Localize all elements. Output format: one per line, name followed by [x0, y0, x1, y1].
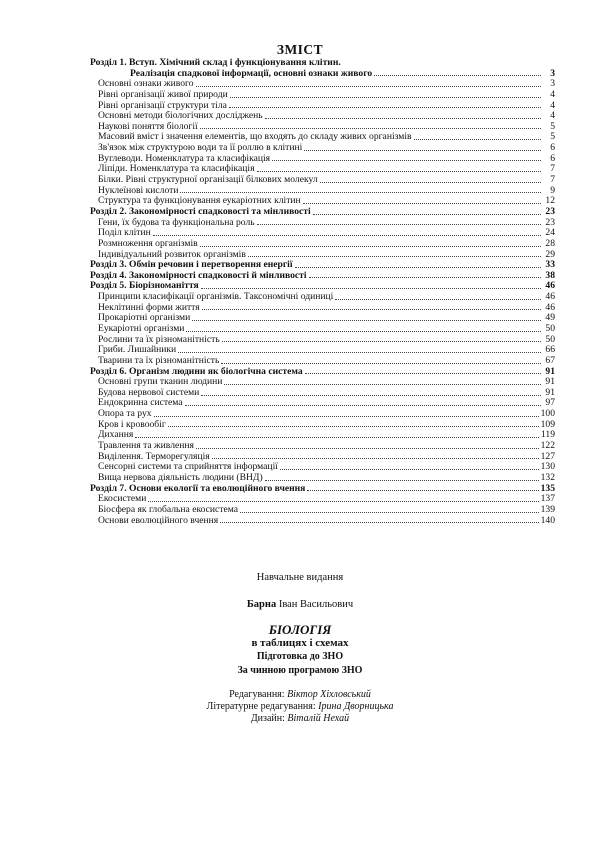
toc-entry-label: Поділ клітин: [98, 228, 151, 239]
toc-entry: [90, 164, 555, 175]
toc-entry: [90, 345, 555, 356]
toc-entry: [90, 388, 555, 399]
toc-page-number: 49: [545, 312, 555, 324]
toc-entry-label: Еукаріотні організми: [98, 324, 185, 334]
toc-page-number: 66: [545, 344, 555, 356]
toc-entry: [90, 154, 555, 165]
toc-page-number: 91: [545, 386, 555, 398]
toc-entry: [90, 228, 555, 239]
toc-page-number: 3: [550, 78, 555, 90]
toc-page-number: 130: [540, 461, 555, 473]
toc-page-number: 135: [540, 482, 555, 494]
toc-entry-label: Розмноження організмів: [98, 238, 198, 249]
toc-section-heading: [90, 367, 555, 378]
toc-entry: [90, 122, 555, 133]
toc-entry: [90, 430, 555, 441]
toc-leader-dots: [320, 182, 541, 183]
toc-entry-label: Зв'язок між структурою води та її роллю в клітині: [98, 143, 303, 154]
toc-leader-dots: [153, 235, 541, 236]
toc-section-heading: [90, 260, 555, 271]
toc-leader-dots: [229, 107, 541, 108]
toc-leader-dots: [221, 363, 541, 364]
toc-entry-label: Ліпіди. Номенклатура та класифікація: [98, 164, 255, 175]
toc-entry-label: Нуклеїнові кислоти: [98, 185, 179, 196]
toc-entry-label: Розділ 1. Вступ. Хімічний склад і функціонування клітин.: [90, 57, 341, 68]
toc-page-number: 91: [545, 376, 555, 388]
credit-role: Дизайн:: [250, 713, 288, 724]
toc-entry: [90, 111, 555, 122]
toc-entry: [90, 196, 555, 207]
toc-entry: [90, 409, 555, 420]
toc-page-number: 46: [545, 301, 555, 313]
toc-entry-label: Розділ 2. Закономірності спадковості та мінливості: [90, 206, 311, 217]
toc-section-heading: [90, 281, 555, 292]
credit-design: [0, 713, 600, 724]
toc-leader-dots: [248, 256, 541, 257]
toc-entry: [90, 335, 555, 346]
toc-leader-dots: [212, 458, 539, 459]
toc-page-number: 9: [550, 184, 555, 196]
toc-leader-dots: [196, 448, 539, 449]
toc-page-number: 46: [545, 291, 555, 303]
toc-entry-label: Наукові поняття біології: [98, 121, 198, 132]
edition-type: Навчальне видання: [256, 572, 344, 583]
toc-entry: [90, 79, 555, 90]
toc-leader-dots: [148, 501, 538, 502]
toc-entry: [90, 175, 555, 186]
toc-leader-dots: [309, 277, 541, 278]
toc-page-number: 38: [545, 269, 555, 281]
toc-page-number: 12: [545, 195, 555, 207]
toc-page-number: 28: [545, 237, 555, 249]
toc-page-number: 24: [545, 227, 555, 239]
toc-section-heading: [90, 58, 555, 69]
toc-page-number: 100: [540, 408, 555, 420]
toc-page-number: 33: [545, 259, 555, 271]
toc-leader-dots: [201, 288, 541, 289]
toc-entry: [90, 324, 555, 335]
toc-page-number: 127: [540, 450, 555, 462]
toc-leader-dots: [222, 341, 541, 342]
toc-leader-dots: [220, 522, 538, 523]
toc-entry-label: Розділ 4. Закономірності спадковості й мінливості: [90, 270, 307, 281]
toc-page-number: 50: [545, 323, 555, 334]
toc-leader-dots: [303, 203, 541, 204]
toc-entry: [90, 356, 555, 367]
toc-page-number: 4: [550, 110, 555, 122]
toc-section-heading: [90, 207, 555, 218]
toc-entry-label: Рослини та їх різноманітність: [98, 334, 220, 345]
toc-leader-dots: [374, 75, 541, 76]
toc-title: ЗМІСТ: [276, 42, 324, 57]
toc-entry-label: Основні методи біологічних досліджень: [98, 111, 263, 122]
toc-leader-dots: [335, 299, 541, 300]
toc-leader-dots: [178, 352, 541, 353]
toc-leader-dots: [185, 405, 541, 406]
toc-entry: [90, 377, 555, 388]
toc-leader-dots: [230, 97, 541, 98]
toc-leader-dots: [265, 480, 539, 481]
toc-leader-dots: [196, 86, 541, 87]
toc-leader-dots: [313, 214, 541, 215]
toc-leader-dots: [192, 320, 541, 321]
toc-entry-label: Біосфера як глобальна екосистема: [98, 504, 239, 515]
toc-entry-label: Основні групи тканин людини: [98, 377, 223, 388]
toc-leader-dots: [295, 267, 541, 268]
toc-page-number: 29: [545, 248, 555, 260]
toc-leader-dots: [257, 224, 541, 225]
toc-entry-label: Основні ознаки живого: [98, 79, 194, 90]
toc-entry-label: Кров і кровообіг: [98, 419, 166, 430]
toc-entry: [90, 452, 555, 463]
toc-section-heading: [90, 69, 555, 80]
toc-entry-label: Розділ 3. Обмін речовин і перетворення енергії: [90, 260, 293, 271]
toc-leader-dots: [307, 490, 538, 491]
toc-entry: [90, 313, 555, 324]
toc-entry: [90, 239, 555, 250]
toc-entry-label: Тварини та їх різноманітність: [98, 355, 220, 366]
author-surname: Барна: [246, 599, 277, 610]
toc-entry-label: Розділ 7. Основи екології та еволюційного вчення: [90, 483, 306, 494]
toc-entry-label: Дихання: [98, 430, 134, 441]
toc-entry: [90, 494, 555, 505]
toc-leader-dots: [180, 192, 541, 193]
toc-entry: [90, 399, 555, 410]
toc-entry: [90, 292, 555, 303]
toc-leader-dots: [200, 128, 541, 129]
toc-page-number: 4: [550, 99, 555, 111]
toc-entry-label: Структура та функціонування еукаріотних клітин: [98, 196, 301, 207]
credit-name: Віталій Нехай: [287, 713, 350, 724]
book-title: БІОЛОГІЯ: [268, 622, 332, 637]
toc-entry: [90, 473, 555, 484]
toc-entry-label: Екосистеми: [98, 494, 147, 505]
toc-entry-label: Білки. Рівні структурної організації білкових молекул: [98, 175, 318, 186]
toc-page-number: 23: [545, 205, 555, 217]
toc-entry-label: Прокаріотні організми: [98, 313, 191, 324]
toc-page-number: 137: [540, 493, 555, 505]
toc-leader-dots: [304, 150, 541, 151]
toc-leader-dots: [224, 384, 541, 385]
author-names: Іван Васильович: [276, 599, 354, 610]
toc-entry-label: Принципи класифікації організмів. Таксономічні одиниці: [98, 292, 334, 303]
toc-entry: [90, 250, 555, 261]
credit-name: Ірина Дворницька: [318, 701, 394, 712]
toc-section-heading: [90, 484, 555, 495]
credit-role: Літературне редагування:: [206, 701, 319, 712]
toc-entry-label: Гриби. Лишайники: [98, 345, 177, 356]
toc-entry-label: Ендокринна система: [98, 398, 183, 409]
credit-name: Віктор Хіхловський: [287, 689, 371, 700]
toc-page-number: 46: [545, 280, 555, 292]
toc-entry: [90, 441, 555, 452]
toc-page-number: 67: [545, 354, 555, 366]
toc-page-number: 91: [545, 365, 555, 377]
toc-page-number: 132: [540, 471, 555, 483]
toc-entry-label: Опора та рух: [98, 409, 152, 420]
toc-page-number: 23: [545, 216, 555, 228]
toc-page-number: 3: [550, 67, 555, 79]
toc-leader-dots: [265, 118, 541, 119]
toc-entry: [90, 101, 555, 112]
toc-entry-label: Гени, їх будова та функціональна роль: [98, 217, 255, 228]
book-subtitle-3: За чинною програмою ЗНО: [237, 665, 363, 676]
toc-page-number: 6: [550, 142, 555, 154]
toc-page-number: 6: [550, 152, 555, 164]
toc-leader-dots: [154, 416, 539, 417]
toc-leader-dots: [135, 437, 539, 438]
toc-leader-dots: [272, 160, 541, 161]
toc-entry-label: Основи еволюційного вчення: [98, 515, 219, 526]
toc-leader-dots: [201, 395, 541, 396]
toc-entry-label: Неклітинні форми життя: [98, 302, 200, 313]
toc-page-number: 139: [540, 503, 555, 515]
toc-leader-dots: [200, 246, 541, 247]
toc-entry: [90, 186, 555, 197]
toc-entry-label: Рівні організації живої природи: [98, 89, 228, 100]
toc-entry-label: Травлення та живлення: [98, 441, 194, 452]
toc-entry-label: Розділ 5. Біорізноманіття: [90, 281, 199, 292]
credit-editor: [0, 689, 600, 700]
toc-entry: [90, 303, 555, 314]
toc-entry-label: Розділ 6. Організм людини як біологічна система: [90, 366, 303, 377]
toc-entry-label: Будова нервової системи: [98, 387, 200, 398]
toc-page-number: 97: [545, 397, 555, 409]
toc-page-number: 5: [550, 131, 555, 143]
toc-page-number: 50: [545, 333, 555, 345]
toc-entry: [90, 505, 555, 516]
toc-page-number: 7: [550, 163, 555, 175]
toc-page-number: 119: [540, 429, 555, 441]
toc-leader-dots: [305, 373, 541, 374]
toc-leader-dots: [240, 512, 539, 513]
toc-entry-label: Вуглеводи. Номенклатура та класифікація: [98, 153, 271, 164]
toc-leader-dots: [202, 309, 541, 310]
toc-entry-label: Сенсорні системи та сприйняття інформації: [98, 462, 278, 473]
toc-leader-dots: [186, 331, 541, 332]
toc-entry: [90, 516, 555, 527]
toc-entry-label: Вища нервова діяльність людини (ВНД): [98, 472, 263, 483]
author-line: [0, 599, 600, 610]
toc-entry: [90, 132, 555, 143]
toc-page-number: 109: [540, 418, 555, 430]
toc-entry-label: Реалізація спадкової інформації, основні ознаки живого: [130, 68, 373, 79]
toc-leader-dots: [257, 171, 542, 172]
toc-entry-label: Рівні організації структури тіла: [98, 100, 227, 111]
toc-section-heading: [90, 271, 555, 282]
toc-leader-dots: [280, 469, 539, 470]
book-subtitle-1: в таблицях і схемах: [251, 637, 349, 649]
toc-page-number: 5: [550, 120, 555, 132]
table-of-contents: [90, 58, 555, 526]
toc-entry: [90, 218, 555, 229]
toc-entry-label: Виділення. Терморегуляція: [98, 451, 210, 462]
credit-literary-editor: [0, 701, 600, 712]
toc-entry-label: Масовий вміст і значення елементів, що входять до складу живих організмів: [98, 132, 412, 143]
toc-leader-dots: [168, 426, 539, 427]
toc-entry: [90, 143, 555, 154]
book-subtitle-2: Підготовка до ЗНО: [256, 651, 344, 662]
toc-entry: [90, 462, 555, 473]
toc-page-number: 4: [550, 88, 555, 100]
credit-role: Редагування:: [229, 689, 288, 700]
toc-entry: [90, 90, 555, 101]
toc-entry-label: Індивідуальний розвиток організмів: [98, 249, 246, 260]
toc-leader-dots: [414, 139, 541, 140]
toc-page-number: 140: [540, 514, 555, 526]
toc-page-number: 122: [540, 440, 555, 452]
toc-entry: [90, 420, 555, 431]
toc-page-number: 7: [550, 174, 555, 186]
